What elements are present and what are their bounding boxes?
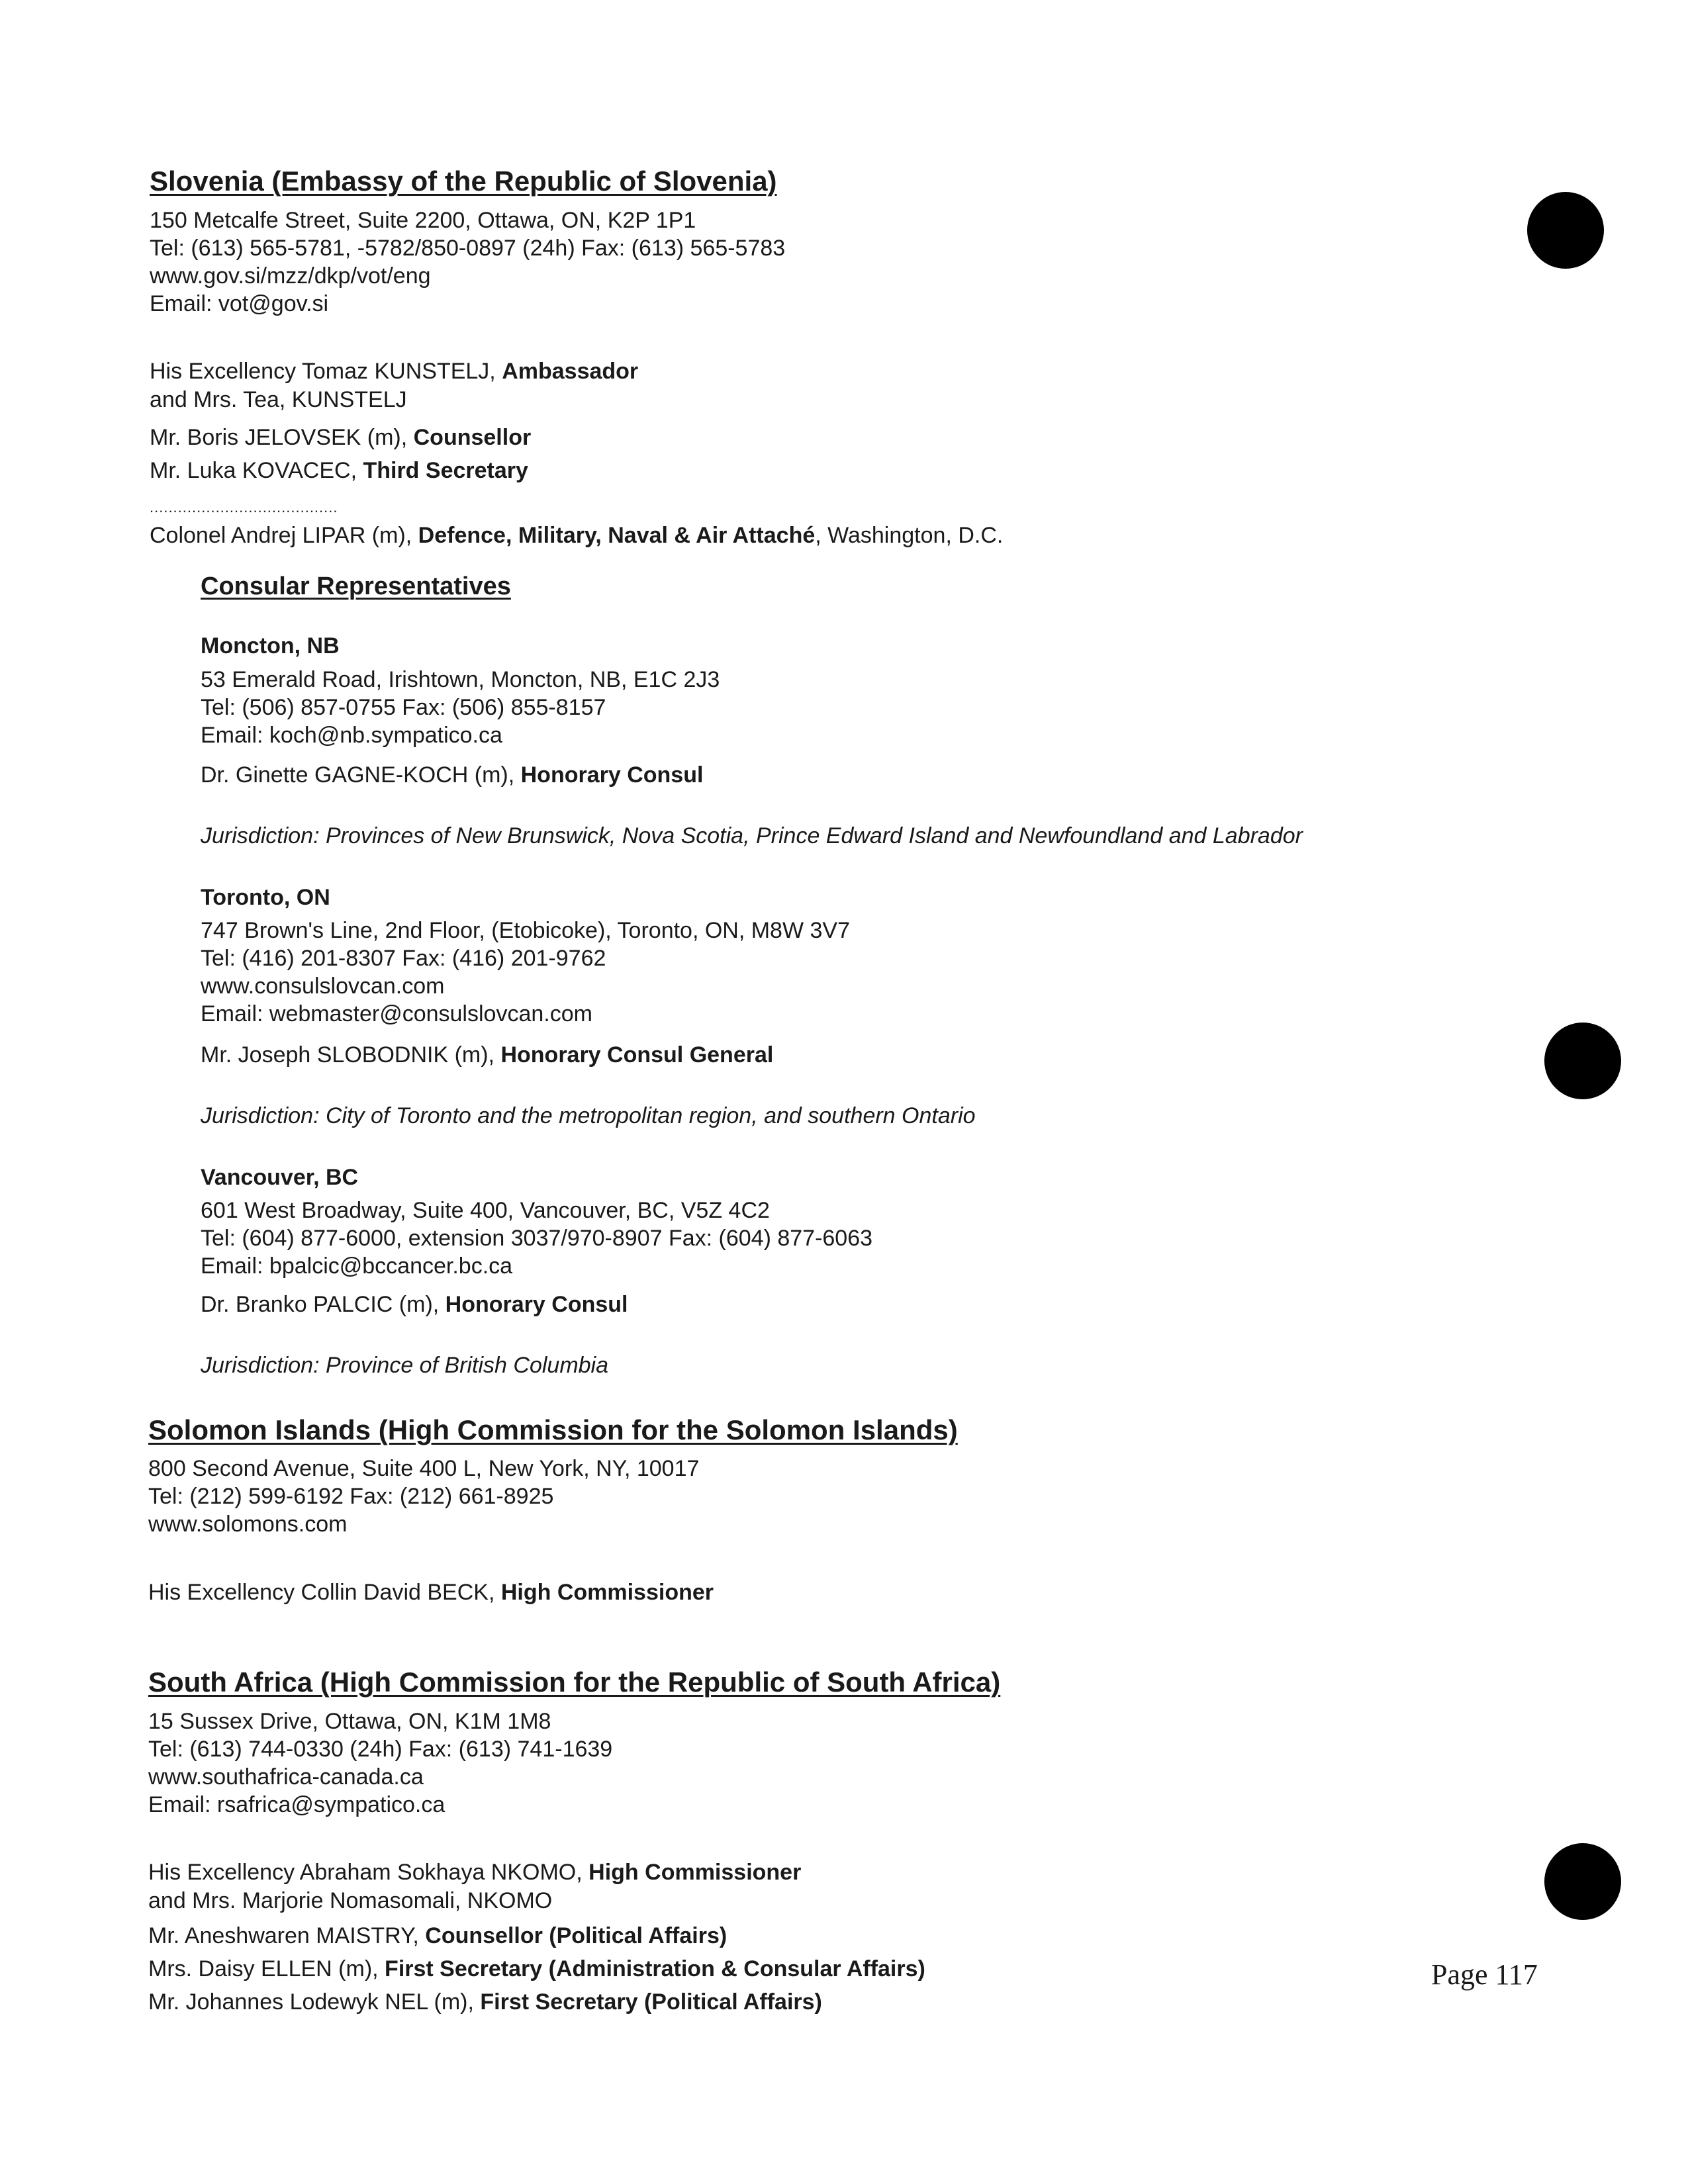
consulate-tel: Tel: (604) 877-6000, extension 3037/970-8907 Fax: (604) 877-6063 [201,1226,873,1251]
south-africa-staff-row [148,1858,801,1886]
punch-hole-middle [1544,1023,1621,1099]
consulate-title: Honorary Consul General [500,1042,774,1068]
consulate-address: 53 Emerald Road, Irishtown, Moncton, NB, E1C 2J3 [201,667,720,692]
consulate-city: Toronto, ON [201,885,330,910]
punch-hole-bottom [1544,1843,1621,1920]
south-africa-address: 15 Sussex Drive, Ottawa, ON, K1M 1M8 [148,1709,551,1734]
staff-name: Mrs. Daisy ELLEN (m), [148,1956,385,1981]
solomon-staff-row [148,1578,714,1606]
slovenia-tel: Tel: (613) 565-5781, -5782/850-0897 (24h) Fax: (613) 565-5783 [150,236,786,261]
consulate-title: Honorary Consul [445,1292,628,1317]
south-africa-email[interactable]: Email: rsafrica@sympatico.ca [148,1792,445,1817]
staff-title: Ambassador [502,359,639,384]
consulate-person: Mr. Joseph SLOBODNIK (m), [201,1042,501,1068]
consulate-person-row [201,761,703,789]
solomon-web[interactable]: www.solomons.com [148,1512,348,1537]
south-africa-tel: Tel: (613) 744-0330 (24h) Fax: (613) 741-1639 [148,1737,613,1762]
consulate-jurisdiction: Jurisdiction: City of Toronto and the metropolitan region, and southern Ontario [201,1103,976,1128]
consular-heading: Consular Representatives [201,572,511,600]
slovenia-staff-row [150,386,407,414]
staff-title: First Secretary (Administration & Consular Affairs) [385,1956,925,1981]
staff-title: Counsellor (Political Affairs) [425,1923,727,1948]
consulate-tel: Tel: (416) 201-8307 Fax: (416) 201-9762 [201,946,606,971]
staff-name: His Excellency Abraham Sokhaya NKOMO, [148,1860,589,1885]
south-africa-staff-row [148,1988,822,2016]
consulate-tel: Tel: (506) 857-0755 Fax: (506) 855-8157 [201,695,606,720]
slovenia-staff-row [150,357,638,385]
consulate-email[interactable]: Email: webmaster@consulslovcan.com [201,1001,592,1026]
staff-name: Mr. Luka KOVACEC, [150,458,363,483]
slovenia-staff-row [150,457,528,484]
consulate-web[interactable]: www.consulslovcan.com [201,974,445,999]
staff-name: Mr. Boris JELOVSEK (m), [150,425,414,450]
staff-title: High Commissioner [588,1860,802,1885]
solomon-tel: Tel: (212) 599-6192 Fax: (212) 661-8925 [148,1484,554,1509]
staff-name: and Mrs. Marjorie Nomasomali, NKOMO [148,1888,553,1913]
consulate-email[interactable]: Email: koch@nb.sympatico.ca [201,723,502,748]
punch-hole-top [1527,192,1604,269]
page-number: Page 117 [1431,1958,1538,1991]
consulate-city: Vancouver, BC [201,1165,359,1190]
solomon-address: 800 Second Avenue, Suite 400 L, New York, NY, 10017 [148,1456,700,1481]
south-africa-staff-row [148,1955,925,1983]
consulate-jurisdiction: Jurisdiction: Province of British Columbia [201,1353,609,1378]
attache-name: Colonel Andrej LIPAR (m), [150,523,418,548]
staff-name: His Excellency Collin David BECK, [148,1580,501,1605]
staff-name: Mr. Aneshwaren MAISTRY, [148,1923,426,1948]
staff-name: His Excellency Tomaz KUNSTELJ, [150,359,502,384]
staff-title: High Commissioner [500,1580,714,1605]
consulate-jurisdiction: Jurisdiction: Provinces of New Brunswick, Nova Scotia, Prince Edward Island and Newfoundland and Labrador [201,823,1303,848]
staff-name: Mr. Johannes Lodewyk NEL (m), [148,1989,481,2015]
attache-title: Defence, Military, Naval & Air Attaché [418,523,816,548]
consulate-city: Moncton, NB [201,633,340,659]
consulate-person-row [201,1291,628,1318]
slovenia-attache-row [150,522,1003,549]
consulate-title: Honorary Consul [520,762,704,788]
consulate-person: Dr. Branko PALCIC (m), [201,1292,445,1317]
solomon-heading: Solomon Islands (High Commission for the Solomon Islands) [148,1414,958,1445]
south-africa-staff-row [148,1922,727,1950]
consulate-email[interactable]: Email: bpalcic@bccancer.bc.ca [201,1253,513,1279]
attache-location: , Washington, D.C. [815,523,1004,548]
south-africa-heading: South Africa (High Commission for the Republic of South Africa) [148,1666,1001,1698]
staff-name: and Mrs. Tea, KUNSTELJ [150,387,407,412]
slovenia-email[interactable]: Email: vot@gov.si [150,291,329,316]
slovenia-address: 150 Metcalfe Street, Suite 2200, Ottawa, ON, K2P 1P1 [150,208,696,233]
staff-title: Third Secretary [363,458,528,483]
staff-title: First Secretary (Political Affairs) [480,1989,822,2015]
slovenia-staff-row [150,424,531,451]
consulate-person: Dr. Ginette GAGNE-KOCH (m), [201,762,521,788]
consulate-person-row [201,1041,773,1069]
south-africa-web[interactable]: www.southafrica-canada.ca [148,1764,424,1790]
dotted-separator: ........................................ [150,499,338,516]
staff-title: Counsellor [413,425,532,450]
slovenia-web[interactable]: www.gov.si/mzz/dkp/vot/eng [150,263,431,289]
consulate-address: 601 West Broadway, Suite 400, Vancouver, BC, V5Z 4C2 [201,1198,770,1223]
south-africa-staff-row [148,1887,552,1915]
slovenia-heading: Slovenia (Embassy of the Republic of Slovenia) [150,165,777,197]
consulate-address: 747 Brown's Line, 2nd Floor, (Etobicoke), Toronto, ON, M8W 3V7 [201,918,851,943]
